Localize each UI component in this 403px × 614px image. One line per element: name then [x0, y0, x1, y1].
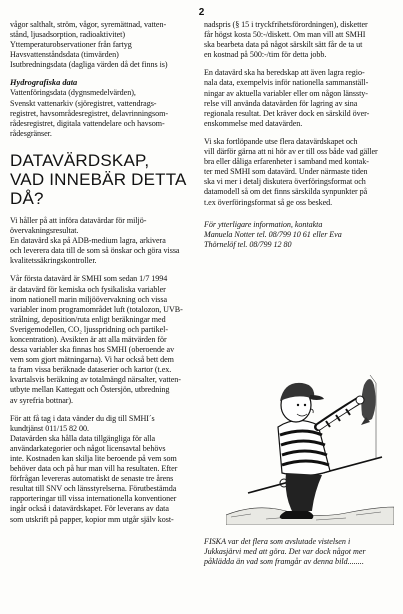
hydro-list	[10, 88, 198, 138]
text-line: enskommelse med datavärden.	[204, 118, 303, 128]
text-line: rådesregistret, digitala vattendelare och havsom-	[10, 118, 165, 128]
text-line: Vattenföringsdata (dygnsmedelvärden),	[10, 88, 136, 98]
text-line: nadspris (§ 15 i tryckfrihetsförordningen), disketter	[204, 20, 368, 29]
page-number: 2	[198, 7, 205, 18]
text-line: För ytterligare information, kontakta	[204, 219, 323, 229]
section-headline	[10, 151, 198, 208]
text-line: Vår första datavärd är SMHI som sedan 1/7 1994	[10, 274, 168, 284]
headline-line: VAD INNEBÄR DETTA DÅ?	[10, 169, 186, 208]
text-line: vill därför gärna att ni hör av er till oss både vad gäller	[204, 147, 378, 157]
text-line: övervakningsresultat.	[10, 226, 79, 236]
contact-info	[204, 220, 393, 250]
text-line: nala data, exempelvis inför nationella sammanställ-	[204, 78, 369, 88]
text-line: utbyte mellan Kattegatt och Östersjön, utbredning	[10, 385, 170, 395]
text-line: är datavärd för kemiska och fysikaliska variabler	[10, 284, 166, 294]
text-line: variabler inom programområdet luft (totalozon, UVB-	[10, 304, 183, 314]
text-line: ingår också i datavärdskapet. För leverans av data	[10, 504, 169, 514]
text-line: av syrefria bottnar).	[10, 395, 73, 405]
text-line: ta fram vissa beräknade dataserier och kartor (t.ex.	[10, 365, 172, 375]
paragraph-regional	[204, 68, 393, 129]
illustration-caption	[204, 537, 393, 567]
intro-list	[10, 20, 198, 70]
text-line: och leverera data till de som så önskar och göra vissa	[10, 246, 180, 256]
text-line: En datavärd ska på ADB-medium lagra, arkivera	[10, 236, 166, 246]
text-line: förfrågan levereras automatiskt de senaste tre årens	[10, 474, 174, 484]
text-line: ska vi mer i detalj diskutera överföringsformat och	[204, 177, 366, 187]
text-line: ska bearbeta data på något särskilt sätt får de ta ut	[204, 40, 363, 50]
text-line: Datavärden ska hålla data tillgängliga för alla	[10, 433, 156, 443]
text-line: Isutbredningsdata (dagliga värden då det finns is)	[10, 60, 168, 70]
caption-line: påklädda än vad som framgår av denna bild........	[204, 557, 364, 566]
text-line: relse vill använda datavärden för lagring av sina	[204, 98, 358, 108]
caption-line: Jukkasjärvi med att göra. Det var dock något mer	[204, 547, 366, 556]
hydro-heading: Hydrografiska data	[10, 78, 78, 88]
text-line: datamodell så om det finns särskilda synpunkter på	[204, 187, 368, 197]
text-line: inom nationell marin miljöövervakning och vissa	[10, 294, 168, 304]
text-line: Manuela Notter tel. 08/799 10 61 eller Eva	[204, 229, 342, 239]
text-line: kvartalsvis beräkning av totalmängd närsalter, vatten-	[10, 375, 181, 385]
text-line: användarkategorier och något licensavtal behövs	[10, 443, 166, 453]
text-line: Sverigemodellen, CO₂ ljusspridning och partikel-	[10, 324, 168, 334]
text-line: vem som gjort mätningarna). Vi har också bett dem	[10, 355, 174, 365]
right-column	[204, 20, 393, 257]
paragraph-kundtjanst	[10, 414, 198, 525]
text-line: får högst kosta 50:-/diskett. Om man vill att SMHI	[204, 30, 366, 40]
paragraph-feedback	[204, 137, 393, 208]
text-line: vågor salthalt, ström, vågor, syremättnad, vatten-	[10, 20, 167, 29]
text-line: en kostnad på 500:-/tim för detta jobb.	[204, 50, 327, 60]
left-column	[10, 20, 198, 532]
text-line: Havsvattenståndsdata (timvärden)	[10, 50, 119, 60]
paragraph-smhi	[10, 274, 198, 405]
text-line: inte. Kostnaden kan skilja lite beroende på vem som	[10, 454, 177, 463]
text-line: kvalitetssäkringskontroller.	[10, 256, 97, 266]
text-line: som utskrift på papper, kopior mm utgår själv kost-	[10, 514, 174, 524]
text-line: Vi håller på att införa datavärdar för miljö-	[10, 215, 147, 225]
text-line: För att få tag i data vänder du dig till SMHI´s	[10, 413, 155, 423]
text-line: resultat till SNV och länsstyrelserna. Förutbestämda	[10, 484, 177, 494]
text-line: bra eller dåliga erfarenheter i samband med kontak-	[204, 157, 369, 167]
text-line: behöver data och på hur man vill ha resultaten. Efter	[10, 464, 178, 474]
text-line: strålning, deposition/ruta enligt beräkningar med	[10, 314, 166, 324]
boy-fishing-illustration	[226, 365, 394, 525]
text-line: Thörnelöf tel. 08/799 12 80	[204, 239, 292, 249]
text-line: Vi ska fortlöpande utse flera datavärdskapet och	[204, 136, 358, 146]
text-line: ningar av aktuella variabler eller om någon länssty-	[204, 88, 368, 98]
paragraph-intro	[10, 216, 198, 266]
text-line: Svenskt vattenarkiv (sjöregistret, vattendrags-	[10, 98, 157, 108]
text-line: rapporteringar till vissa internationella konventioner	[10, 494, 177, 504]
text-line: rådesgränser.	[10, 128, 52, 138]
text-line: kundtjänst 011/15 82 00.	[10, 423, 89, 433]
text-line: registret, havsområdesregistret, delavrinningsom-	[10, 108, 169, 118]
text-line: koncentration). Avsikten är att alla mätvärden för	[10, 334, 167, 344]
text-line: ter med SMHI som datavärd. Under närmaste tiden	[204, 167, 368, 177]
text-line: En datavärd ska ha beredskap att även lagra regio-	[204, 68, 365, 78]
paragraph-pricing	[204, 20, 393, 60]
text-line: dessa variabler ska finnas hos SMHI (oberoende av	[10, 345, 175, 355]
caption-lead: FISKA	[204, 537, 226, 546]
text-line: t.ex överföringsformat så ge oss besked.	[204, 197, 333, 207]
caption-line: var det flera som avslutade vistelsen i	[225, 537, 351, 546]
text-line: regionala resultat. Det kräver dock en särskild över-	[204, 108, 370, 118]
text-line: Yttemperaturobservationer från fartyg	[10, 40, 132, 50]
headline-line: DATAVÄRDSKAP,	[10, 150, 150, 170]
text-line: stånd, ljusadsorption, radioaktivitet)	[10, 30, 125, 40]
